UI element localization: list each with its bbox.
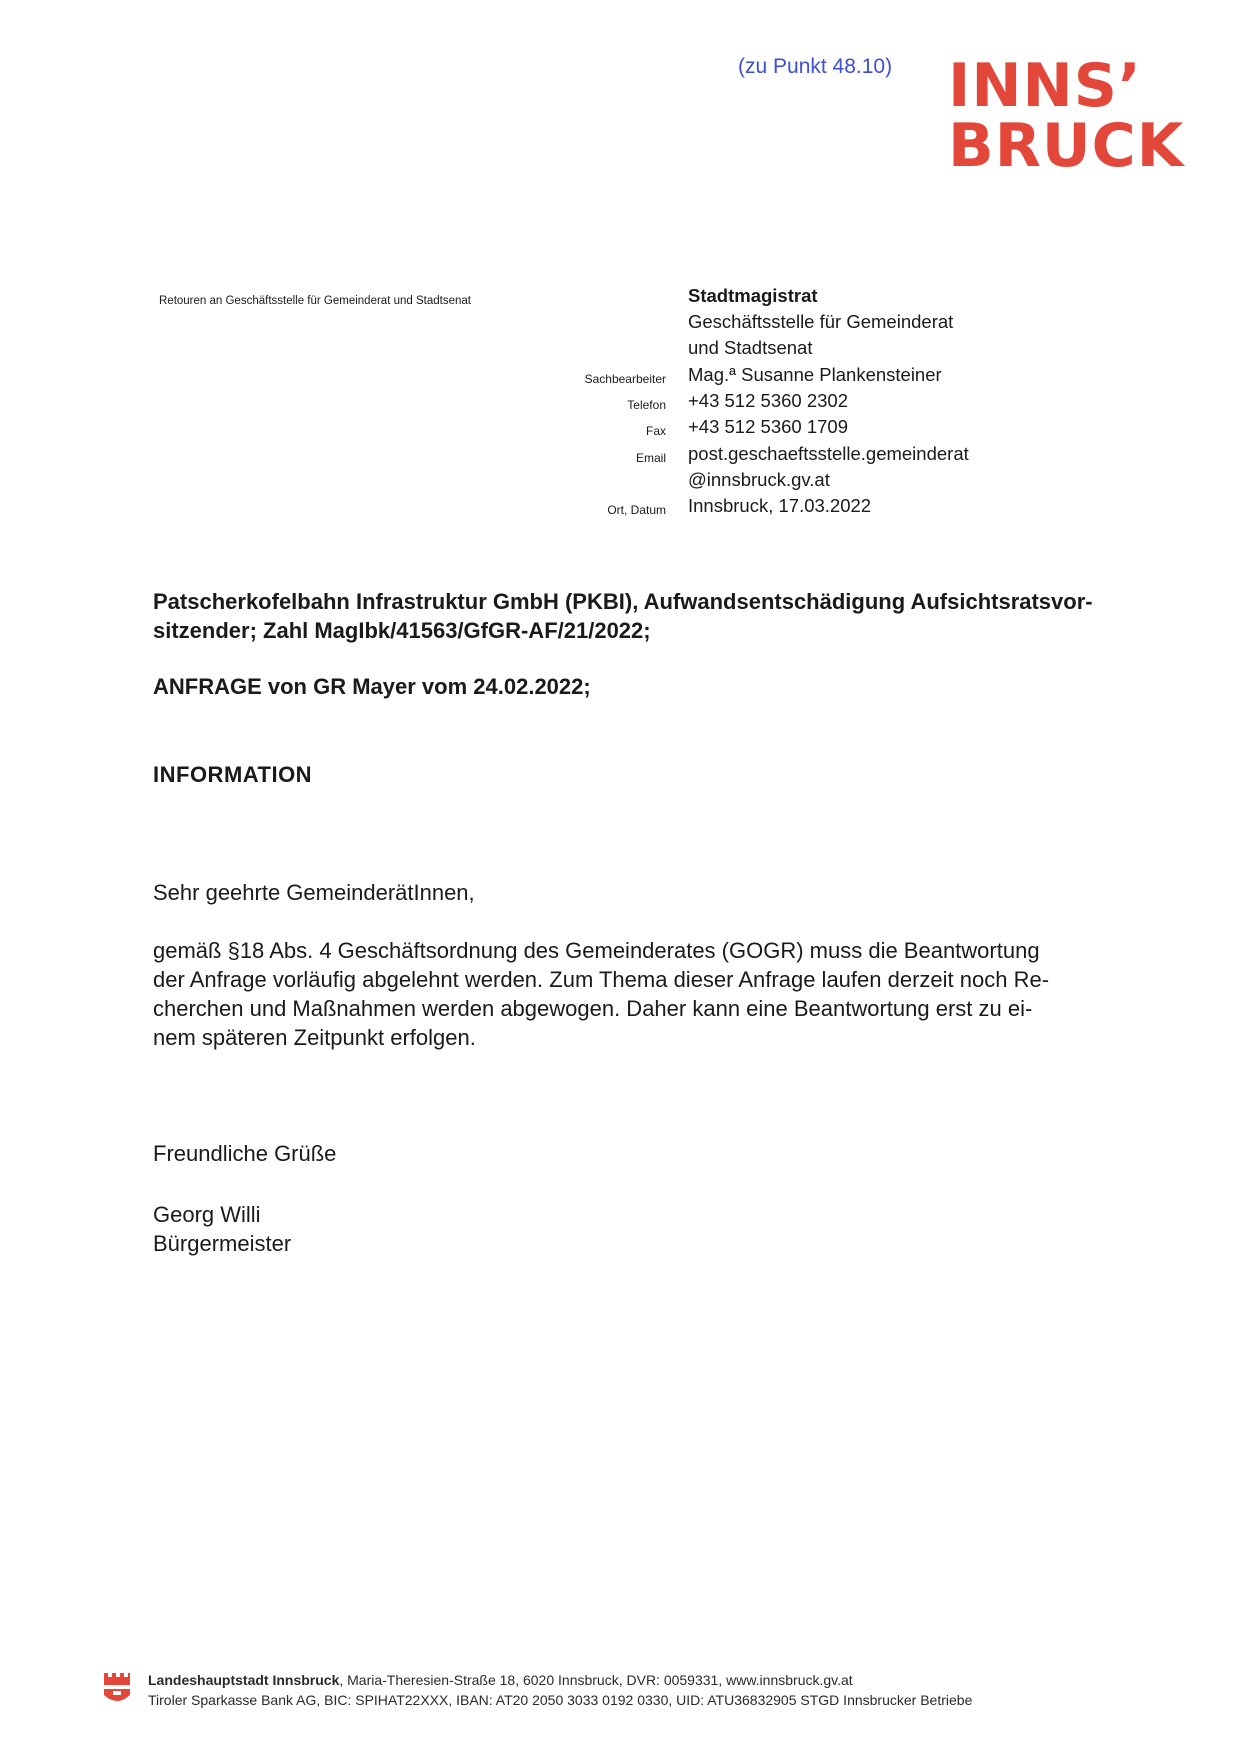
subject-line-2: sitzender; Zahl MagIbk/41563/GfGR-AF/21/2022; xyxy=(153,618,651,643)
fax-number: +43 512 5360 1709 xyxy=(688,416,848,437)
email-address-line-2: @innsbruck.gv.at xyxy=(688,469,830,490)
email-address-line-1: post.geschaeftsstelle.gemeinderat xyxy=(688,443,969,464)
salutation: Sehr geehrte GemeinderätInnen, xyxy=(153,880,475,905)
body-line-1: gemäß §18 Abs. 4 Geschäftsordnung des Gemeinderates (GOGR) muss die Beantwortung xyxy=(153,938,1040,963)
footer-line-1 xyxy=(148,1670,972,1690)
inquiry-line: ANFRAGE von GR Mayer vom 24.02.2022; xyxy=(153,674,591,699)
document-type: INFORMATION xyxy=(153,762,313,787)
email-label: Email xyxy=(635,451,666,465)
returns-line: Retouren an Geschäftsstelle für Gemeinderat und Stadtsenat xyxy=(159,295,471,307)
subject-line-1: Patscherkofelbahn Infrastruktur GmbH (PKBI), Aufwandsentschädigung Aufsichtsratsvor- xyxy=(153,589,1093,614)
signer-name: Georg Willi xyxy=(153,1202,261,1227)
signer-title: Bürgermeister xyxy=(153,1231,292,1256)
phone-label: Telefon xyxy=(627,398,666,412)
body-line-4: nem späteren Zeitpunkt erfolgen. xyxy=(153,1025,476,1050)
letter-body xyxy=(153,936,1143,1052)
date-label: Ort, Datum xyxy=(607,503,666,517)
sender-org: Stadtmagistrat xyxy=(688,285,818,306)
sender-dept-line-1: Geschäftsstelle für Gemeinderat xyxy=(688,311,954,332)
phone-number: +43 512 5360 2302 xyxy=(688,390,848,411)
body-line-3: cherchen und Maßnahmen werden abgewogen. Daher kann eine Beantwortung erst zu ei- xyxy=(153,996,1033,1021)
footer xyxy=(148,1670,972,1710)
subject-heading xyxy=(153,587,1143,645)
footer-line-2: Tiroler Sparkasse Bank AG, BIC: SPIHAT22XXX, IBAN: AT20 2050 3033 0192 0330, UID: ATU36832905 STGD Innsbrucker Betriebe xyxy=(148,1692,973,1708)
logo-line-1: INNS’ xyxy=(948,51,1142,121)
signature-block xyxy=(153,1200,291,1258)
agenda-reference: (zu Punkt 48.10) xyxy=(738,55,893,78)
footer-city-name: Landeshauptstadt Innsbruck xyxy=(148,1672,340,1688)
sender-dept-line-2: und Stadtsenat xyxy=(688,337,813,358)
clerk-label: Sachbearbeiter xyxy=(584,372,666,386)
logo-line-2: BRUCK xyxy=(948,111,1185,181)
city-coat-of-arms-icon xyxy=(102,1671,132,1712)
closing: Freundliche Grüße xyxy=(153,1141,337,1166)
city-logo xyxy=(948,51,1185,181)
place-date: Innsbruck, 17.03.2022 xyxy=(688,495,872,516)
clerk-name: Mag.ª Susanne Plankensteiner xyxy=(688,364,942,385)
footer-address: , Maria-Theresien-Straße 18, 6020 Innsbruck, DVR: 0059331, www.innsbruck.gv.at xyxy=(339,1672,853,1688)
body-line-2: der Anfrage vorläufig abgelehnt werden. Zum Thema dieser Anfrage laufen derzeit noch Re- xyxy=(153,967,1050,992)
fax-label: Fax xyxy=(645,424,666,438)
